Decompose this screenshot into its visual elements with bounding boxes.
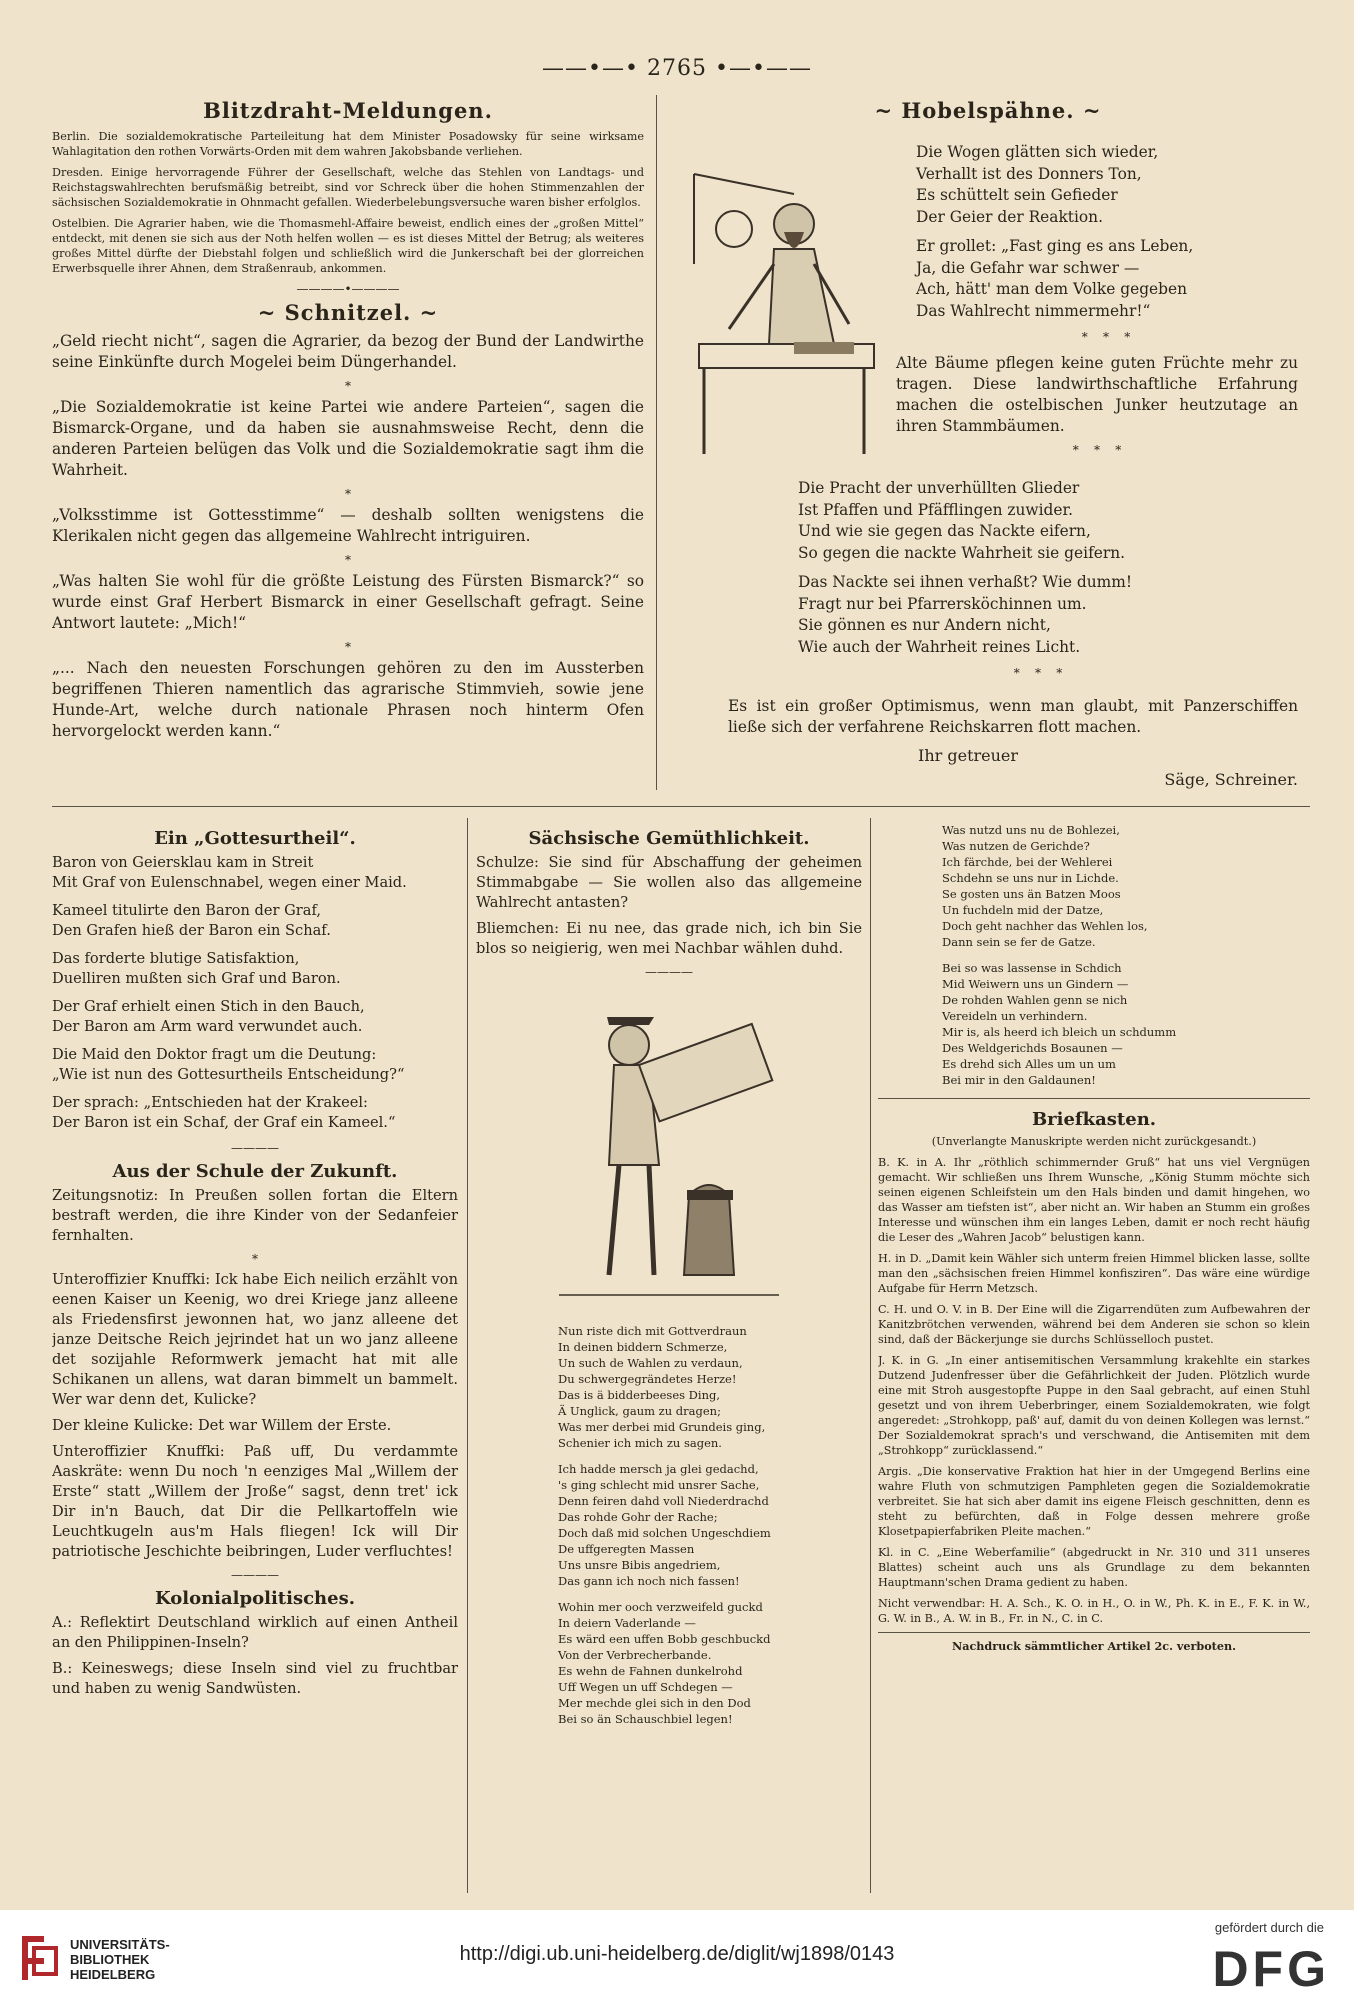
gottesurtheil-stanza: Kameel titulirte den Baron der Graf, Den Grafen hieß der Baron ein Schaf. — [52, 902, 331, 939]
gottesurtheil-stanza: Baron von Geiersklau kam in Streit Mit Graf von Eulenschnabel, wegen einer Maid. — [52, 854, 407, 891]
top-right-column — [668, 98, 1308, 798]
gottesurtheil-stanza: Die Maid den Doktor fragt um die Deutung: „Wie ist nun des Gottesurtheils Entscheidung?“ — [52, 1046, 405, 1083]
kolonial-item: A.: Reflektirt Deutschland wirklich auf einen Antheil an den Philippinen-Inseln? — [52, 1614, 458, 1651]
hobel-stanza: Die Pracht der unverhüllten Glieder Ist Pfaffen und Pfäfflingen zuwider. Und wie sie gegen das Nackte eifern, So gegen die nackte Wahrheit sie geifern. — [798, 479, 1126, 562]
schule-item: Der kleine Kulicke: Det war Willem der Erste. — [52, 1417, 392, 1434]
blitz-item: Dresden. Einige hervorragende Führer der Gesellschaft, welche das Stehlen von Landtags- und Reichstagswahlrechten berufsmäßig betreibt, sind vor Schreck über die hohen Stimmenzahlen der sächsischen Sozialdemokratie in Ohnmacht gefallen. Wiederbelebungsversuche waren bisher erfolglos. — [52, 166, 644, 209]
signature: Säge, Schreiner. — [1164, 770, 1298, 789]
briefkasten-item: C. H. und O. V. in B. Der Eine will die Zigarrendüten zum Aufbewahren der Kanitzbrötchen verwenden, während bei dem Anderen sie schon so klein sind, daß der Bäckerjunge sie durchs Schlüsselloch pustet. — [878, 1303, 1310, 1346]
organ-grinder-illustration — [539, 995, 799, 1315]
gottesurtheil-stanza: Der sprach: „Entschieden hat der Krakeel: Der Baron ist ein Schaf, der Graf ein Kameel.“ — [52, 1094, 396, 1131]
source-url-link[interactable]: http://digi.ub.uni-heidelberg.de/diglit/wj1898/0143 — [459, 1943, 895, 1965]
schnitzel-item: „... Nach den neuesten Forschungen gehören zu den im Aussterben begriffenen Thieren namentlich das agrarische Stimmvieh, sowie jene Hunde-Art, welche durch nationale Phrasen noch hinterm Ofen hervorgelockt werden kann.“ — [52, 659, 644, 740]
separator: ———— — [231, 1141, 279, 1155]
horizontal-rule — [52, 806, 1310, 807]
asterisk-separator: * * * — [1072, 443, 1122, 457]
separator: ———— — [645, 965, 693, 979]
saechsisch-title: Sächsische Gemüthlichkeit. — [528, 828, 810, 849]
briefkasten-item: J. K. in G. „In einer antisemitischen Versammlung krakehlte ein starkes Dutzend Judenfresser über die Gefährlichkeit der Juden. Plötzlich wurde eine mit Stroh ausgestopfte Puppe in den Saal gebracht, auf einen Stuhl gesetzt und von ihrem Ueberbringer, einem Sozialdemokraten, wie folgt angeredet: „Strohkopp, paß' auf, damit du von deinen Kollegen was lernst.“ Der Sozialdemokrat sprach's und verschwand, die Antisemiten mit dem „Strohkopp“ zurücklassend.“ — [878, 1354, 1310, 1457]
schnitzel-item: „Was halten Sie wohl für die größte Leistung des Fürsten Bismarck?“ so wurde einst Graf Herbert Bismarck in einer Gesellschaft gefragt. Seine Antwort lautete: „Mich!“ — [52, 572, 644, 632]
hobel-stanza: Er grollet: „Fast ging es ans Leben, Ja, die Gefahr war schwer — Ach, hätt' man dem Volke gegeben Das Wahlrecht nimmermehr!“ — [916, 237, 1194, 320]
schnitzel-title: ~ Schnitzel. ~ — [257, 300, 439, 325]
asterisk-separator: * * * — [1013, 666, 1063, 680]
hobel-title: ~ Hobelspähne. ~ — [874, 98, 1102, 123]
briefkasten-item: Kl. in C. „Eine Weberfamilie“ (abgedruckt in Nr. 310 und 311 unseres Blattes) scheint auch uns als Grundlage zu dem bekannten Hauptmann'schen Drama gedient zu haben. — [878, 1546, 1310, 1589]
bottom-left-column — [52, 822, 458, 1892]
bottom-middle-column — [476, 822, 862, 1892]
saechsisch-stanza: Bei so was lassense in Schdich Mid Weiwern uns un Gindern — De rohden Wahlen genn se nich Vereideln un verhindern. Mir is, als heerd ich bleich un schdumm Des Weldgerichds Bosaunen — Es drehd sich Alles um un um Bei mir in den Galdaunen! — [942, 961, 1177, 1087]
column-rule — [467, 818, 468, 1893]
briefkasten-title: Briefkasten. — [1031, 1109, 1157, 1130]
hobel-prose: Alte Bäume pflegen keine guten Früchte mehr zu tragen. Diese landwirthschaftliche Erfahrung machen die ostelbischen Junker heutzutage an ihren Stammbäumen. — [896, 354, 1298, 435]
gottesurtheil-title: Ein „Gottesurtheil“. — [154, 828, 356, 849]
horizontal-rule — [878, 1098, 1310, 1099]
briefkasten-item: Nicht verwendbar: H. A. Sch., K. O. in H., O. in W., Ph. K. in E., F. K. in W., G. W. in B., A. W. in B., Fr. in N., C. in C. — [878, 1597, 1310, 1625]
schnitzel-item: „Geld riecht nicht“, sagen die Agrarier, da bezog der Bund der Landwirthe seine Einkünfte durch Mogelei beim Düngerhandel. — [52, 332, 644, 371]
library-name: UNIVERSITÄTS- BIBLIOTHEK HEIDELBERG — [70, 1937, 170, 1982]
asterisk-separator: * * * — [1081, 330, 1131, 344]
asterisk-separator: * — [252, 1252, 258, 1266]
kolonial-title: Kolonialpolitisches. — [155, 1588, 355, 1609]
gottesurtheil-stanza: Das forderte blutige Satisfaktion, Duelliren mußten sich Graf und Baron. — [52, 950, 341, 987]
carpenter-illustration — [674, 154, 894, 464]
dfg-logo: DFG — [1212, 1941, 1330, 1997]
top-left-column — [52, 98, 644, 790]
schule-item: Zeitungsnotiz: In Preußen sollen fortan die Eltern bestraft werden, die ihre Kinder von der Sedanfeier fernhalten. — [52, 1187, 458, 1244]
reprint-notice: Nachdruck sämmtlicher Artikel 2c. verboten. — [952, 1639, 1236, 1653]
schule-title: Aus der Schule der Zukunft. — [112, 1161, 398, 1182]
separator: ———— — [231, 1568, 279, 1582]
closing: Ihr getreuer — [918, 746, 1019, 765]
asterisk-separator: * — [345, 487, 351, 501]
gottesurtheil-stanza: Der Graf erhielt einen Stich in den Bauch, Der Baron am Arm ward verwundet auch. — [52, 998, 365, 1035]
separator: ————•———— — [296, 282, 400, 296]
saechsisch-prose: Schulze: Sie sind für Abschaffung der geheimen Stimmabgabe — Sie wollen also das allgemeine Wahlrecht antasten? — [476, 854, 862, 911]
asterisk-separator: * — [345, 379, 351, 393]
asterisk-separator: * — [345, 640, 351, 654]
saechsisch-stanza: Ich hadde mersch ja glei gedachd, 's ging schlecht mid unsrer Sache, Denn feiren dahd voll Niederdrachd Das rohde Gohr der Rache; Doch daß mid solchen Ungeschdiem De uffgeregten Massen Uns unsre Bibis angedriem, Das gann ich noch nich fassen! — [558, 1462, 771, 1588]
saechsisch-stanza: Was nutzd uns nu de Bohlezei, Was nutzen de Gerichde? Ich färchde, bei der Wehlerei Schdehn se uns nur in Lichde. Se gosten uns än Batzen Moos Un fuchdeln mid der Datze, Doch geht nachher das Wehlen los, Dann sein se fer de Gatze. — [942, 823, 1148, 949]
blitz-item: Berlin. Die sozialdemokratische Parteileitung hat dem Minister Posadowsky für seine wirksame Wahlagitation den rothen Vorwärts-Orden mit dem wahren Jakobsbande verliehen. — [52, 130, 644, 158]
funding-note: gefördert durch die — [1214, 1920, 1324, 1935]
schule-item: Unteroffizier Knuffki: Paß uff, Du verdammte Aaskräte: wenn Du noch 'n eenziges Mal „Willem der Erste“ statt „Willem der Jroße“ sagst, denn tret' ick Dir in'n Bauch, dat Dir die Pellkartoffeln wie Leuchtkugeln aus'm Hals fliegen! Ick will Dir patriotische Jeschichte beibringen, Luder verfluchtes! — [52, 1443, 458, 1560]
column-rule — [656, 95, 657, 790]
page-number: ——•—• 2765 •—•—— — [542, 56, 812, 81]
saechsisch-prose: Bliemchen: Ei nu nee, das grade nich, ich bin Sie blos so neigierig, wen mei Nachbar wählen duhd. — [476, 920, 862, 957]
schnitzel-item: „Volksstimme ist Gottesstimme“ — deshalb sollten wenigstens die Klerikalen nicht gegen das allgemeine Wahlrecht intriguiren. — [52, 506, 644, 545]
saechsisch-stanza: Nun riste dich mit Gottverdraun In deinen biddern Schmerze, Un such de Wahlen zu verdaun, Du schwergegrändetes Herze! Das is ä bidderbeeses Ding, Ä Unglick, gaum zu dragen; Was mer derbei mid Grundeis ging, Schenier ich mich zu sagen. — [558, 1324, 766, 1450]
briefkasten-item: B. K. in A. Ihr „röthlich schimmernder Gruß“ hat uns viel Vergnügen gemacht. Wir schließen uns Ihrem Wunsche, „König Stumm möchte sich seinen eigenen Schleifstein um den Hals binden und damit hingehen, wo das Wasser am tiefsten ist“, aber nicht an. Wir haben an Stumm ein großes Interesse und wünschen ihm ein langes Leben, damit er noch recht häufig die Leser des „Wahren Jacob“ belustigen kann. — [878, 1156, 1310, 1244]
bottom-right-column — [878, 822, 1310, 1892]
footer-bar — [0, 1910, 1354, 2007]
hobel-prose: Es ist ein großer Optimismus, wenn man glaubt, mit Panzerschiffen ließe sich der verfahrene Reichskarren flott machen. — [728, 697, 1298, 736]
schule-item: Unteroffizier Knuffki: Ick habe Eich neilich erzählt von eenen Kaiser un Keenig, wo drei Kriege janz alleene als Friedensfirst jewonnen hat, wo janz alleene det janze Deitsche Reich jejrindet hat un wo janz alleene det sozijahle Reformwerk jemacht hat mit alle Schikanen un allens, wat daran bimmelt un bammelt. Wer war denn det, Kulicke? — [52, 1271, 458, 1408]
horizontal-rule — [878, 1632, 1310, 1633]
briefkasten-item: Argis. „Die konservative Fraktion hat hier in der Umgegend Berlins eine wahre Fluth von schmutzigen Pamphleten gegen die Sozialdemokratie verbreitet. Sie hat sich aber damit ins eigene Fleisch geschnitten, denn es steht zu befürchten, daß in Folge dessen mehrere große Klosetpapierfabriken Pleite machen.“ — [878, 1465, 1310, 1538]
asterisk-separator: * — [345, 553, 351, 567]
briefkasten-subtitle: (Unverlangte Manuskripte werden nicht zurückgesandt.) — [931, 1135, 1257, 1148]
blitz-item: Ostelbien. Die Agrarier haben, wie die Thomasmehl-Affaire beweist, endlich eines der „großen Mittel“ entdeckt, mit denen sie sich aus der Noth helfen wollen — es ist dieses Mittel der Betrug; als weiteres großes Mittel dürfte der Diebstahl folgen und schließlich wird die Junkerschaft bei der glorreichen Erwerbsquelle ihrer Ahnen, dem Straßenraub, ankommen. — [52, 217, 644, 275]
blitz-title: Blitzdraht-Meldungen. — [203, 98, 493, 123]
hobel-stanza: Das Nackte sei ihnen verhaßt? Wie dumm! Fragt nur bei Pfarrersköchinnen um. Sie gönnen es nur Andern nicht, Wie auch der Wahrheit reines Licht. — [798, 573, 1133, 656]
saechsisch-stanza: Wohin mer ooch verzweifeld guckd In deiern Vaderlande — Es wärd een uffen Bobb geschbuckd Von der Verbrecherbande. Es wehn de Fahnen dunkelrohd Uff Wegen un uff Schdegen — Mer mechde glei sich in den Dod Bei so än Schauschbiel legen! — [558, 1600, 771, 1726]
schnitzel-item: „Die Sozialdemokratie ist keine Partei wie andere Parteien“, sagen die Bismarck-Organe, und da haben sie ausnahmsweise Recht, denn die anderen Parteien belügen das Volk und die Sozialdemokratie sagt ihm die Wahrheit. — [52, 398, 644, 479]
briefkasten-item: H. in D. „Damit kein Wähler sich unterm freien Himmel blicken lasse, sollte man den „sächsischen freien Himmel konfisziren“. Das wäre eine würdige Aufgabe für Herrn Metzsch. — [878, 1252, 1310, 1295]
hobel-stanza: Die Wogen glätten sich wieder, Verhallt ist des Donners Ton, Es schüttelt sein Gefieder Der Geier der Reaktion. — [916, 143, 1159, 226]
column-rule — [870, 818, 871, 1893]
kolonial-item: B.: Keineswegs; diese Inseln sind viel zu fruchtbar und haben zu wenig Sandwüsten. — [52, 1660, 458, 1697]
